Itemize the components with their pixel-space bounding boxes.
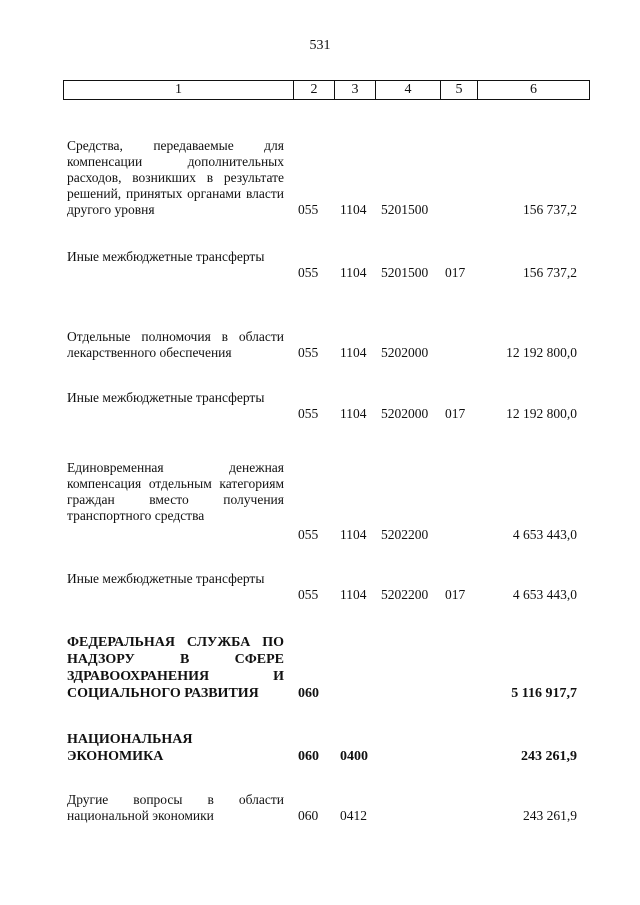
column-header-row — [64, 81, 590, 100]
column-header-2: 2 — [294, 81, 335, 100]
row-code-ministry: 055 — [298, 587, 319, 602]
row-name: Иные межбюджетные трансферты — [67, 249, 265, 264]
row-amount: 12 192 800,0 — [506, 345, 577, 360]
row-code-ministry: 060 — [298, 686, 319, 701]
row-code-ministry: 055 — [298, 202, 319, 217]
row-amount: 243 261,9 — [521, 749, 577, 764]
row-amount: 156 737,2 — [523, 202, 577, 217]
row-code-section: 1104 — [340, 345, 367, 360]
row-code-section: 1104 — [340, 406, 367, 421]
row-code-expense-type: 017 — [445, 406, 466, 421]
row-code-section: 1104 — [340, 265, 367, 280]
agency-name: ФЕДЕРАЛЬНАЯ СЛУЖБА ПО НАДЗОРУ В СФЕРЕ ЗДРАВООХРАНЕНИЯ И СОЦИАЛЬНОГО РАЗВИТИЯ — [67, 635, 284, 701]
row-code-ministry: 055 — [298, 265, 319, 280]
row-code-ministry: 055 — [298, 345, 319, 360]
row-code-target: 5201500 — [381, 202, 429, 217]
row-amount: 156 737,2 — [523, 265, 577, 280]
row-code-target: 5202200 — [381, 527, 429, 542]
column-header-3: 3 — [335, 81, 376, 100]
column-header-4: 4 — [376, 81, 441, 100]
column-header-6: 6 — [478, 81, 590, 100]
section-name: НАЦИОНАЛЬНАЯ ЭКОНОМИКА — [67, 732, 193, 764]
row-code-expense-type: 017 — [445, 265, 466, 280]
row-code-ministry: 060 — [298, 749, 319, 764]
row-name: Иные межбюджетные трансферты — [67, 571, 265, 586]
row-code-ministry: 055 — [298, 406, 319, 421]
column-header-table — [63, 80, 590, 100]
row-code-ministry: 060 — [298, 808, 319, 823]
row-code-ministry: 055 — [298, 527, 319, 542]
row-name: Единовременная денежная компенсация отдельным категориям граждан вместо получения транспортного средства — [67, 460, 284, 523]
row-amount: 4 653 443,0 — [512, 587, 577, 602]
column-header-5: 5 — [441, 81, 478, 100]
row-code-section: 1104 — [340, 587, 367, 602]
row-name: Иные межбюджетные трансферты — [67, 390, 265, 405]
row-name: Средства, передаваемые для компенсации дополнительных расходов, возникших в результате решений, принятых органами власти другого уровня — [67, 138, 284, 217]
row-amount: 12 192 800,0 — [506, 406, 577, 421]
row-code-section: 1104 — [340, 527, 367, 542]
row-code-section: 0400 — [340, 749, 368, 764]
row-code-target: 5202000 — [381, 406, 429, 421]
row-code-target: 5202200 — [381, 587, 429, 602]
row-code-target: 5201500 — [381, 265, 429, 280]
row-amount: 5 116 917,7 — [511, 686, 577, 701]
row-amount: 243 261,9 — [523, 808, 577, 823]
row-name: Отдельные полномочия в области лекарственного обеспечения — [67, 329, 284, 360]
row-amount: 4 653 443,0 — [512, 527, 577, 542]
row-code-section: 1104 — [340, 202, 367, 217]
row-code-section: 0412 — [340, 808, 367, 823]
column-header-1: 1 — [64, 81, 294, 100]
row-name: Другие вопросы в области национальной экономики — [67, 792, 284, 823]
row-code-expense-type: 017 — [445, 587, 466, 602]
row-code-target: 5202000 — [381, 345, 429, 360]
page-number: 531 — [309, 38, 331, 53]
